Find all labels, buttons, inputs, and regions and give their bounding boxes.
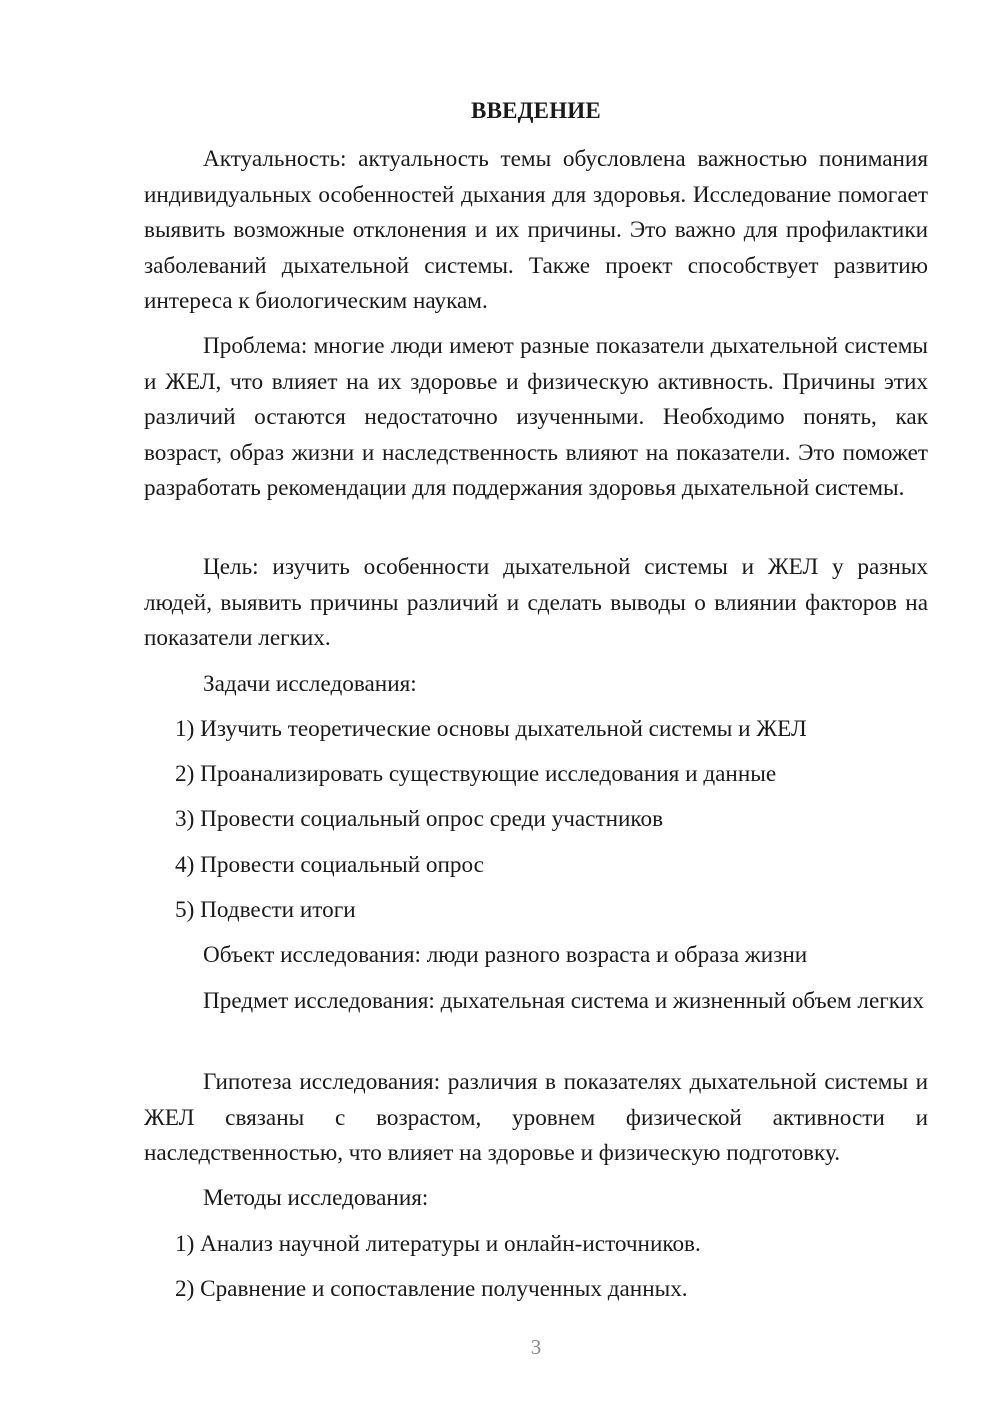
page-title: ВВЕДЕНИЕ: [471, 98, 601, 123]
paragraph-goal: Цель: изучить особенности дыхательной системы и ЖЕЛ у разных людей, выявить причины различий и сделать выводы о влиянии факторов на показатели легких.: [144, 554, 928, 651]
method-item-1: 1) Анализ научной литературы и онлайн-источников.: [175, 1231, 701, 1257]
task-item-2: 2) Проанализировать существующие исследования и данные: [175, 761, 777, 787]
methods-heading: Методы исследования:: [203, 1185, 429, 1211]
paragraph-relevance: Актуальность: актуальность темы обусловлена важностью понимания индивидуальных особенностей дыхания для здоровья. Исследование помогает выявить возможные отклонения и их причины. Это важно для профилактики заболеваний дыхательной системы. Также проект способствует развитию интереса к биологическим наукам.: [144, 146, 928, 314]
paragraph-hypothesis: Гипотеза исследования: различия в показателях дыхательной системы и ЖЕЛ связаны с возрастом, уровнем физической активности и наследственностью, что влияет на здоровье и физическую подготовку.: [144, 1069, 928, 1166]
paragraph-problem: Проблема: многие люди имеют разные показатели дыхательной системы и ЖЕЛ, что влияет на их здоровье и физическую активность. Причины этих различий остаются недостаточно изученными. Необходимо понять, как возраст, образ жизни и наследственность влияют на показатели. Это поможет разработать рекомендации для поддержания здоровья дыхательной системы.: [144, 333, 928, 501]
tasks-heading: Задачи исследования:: [203, 671, 417, 697]
method-item-2: 2) Сравнение и сопоставление полученных данных.: [175, 1276, 688, 1302]
task-item-3: 3) Провести социальный опрос среди участников: [175, 806, 664, 832]
task-item-5: 5) Подвести итоги: [175, 897, 356, 923]
page-number: 3: [530, 1335, 542, 1359]
paragraph-object: Объект исследования: люди разного возраста и образа жизни: [203, 942, 808, 968]
task-item-1: 1) Изучить теоретические основы дыхательной системы и ЖЕЛ: [175, 716, 807, 742]
task-item-4: 4) Провести социальный опрос: [175, 852, 484, 878]
paragraph-subject: Предмет исследования: дыхательная система и жизненный объем легких: [203, 988, 925, 1014]
